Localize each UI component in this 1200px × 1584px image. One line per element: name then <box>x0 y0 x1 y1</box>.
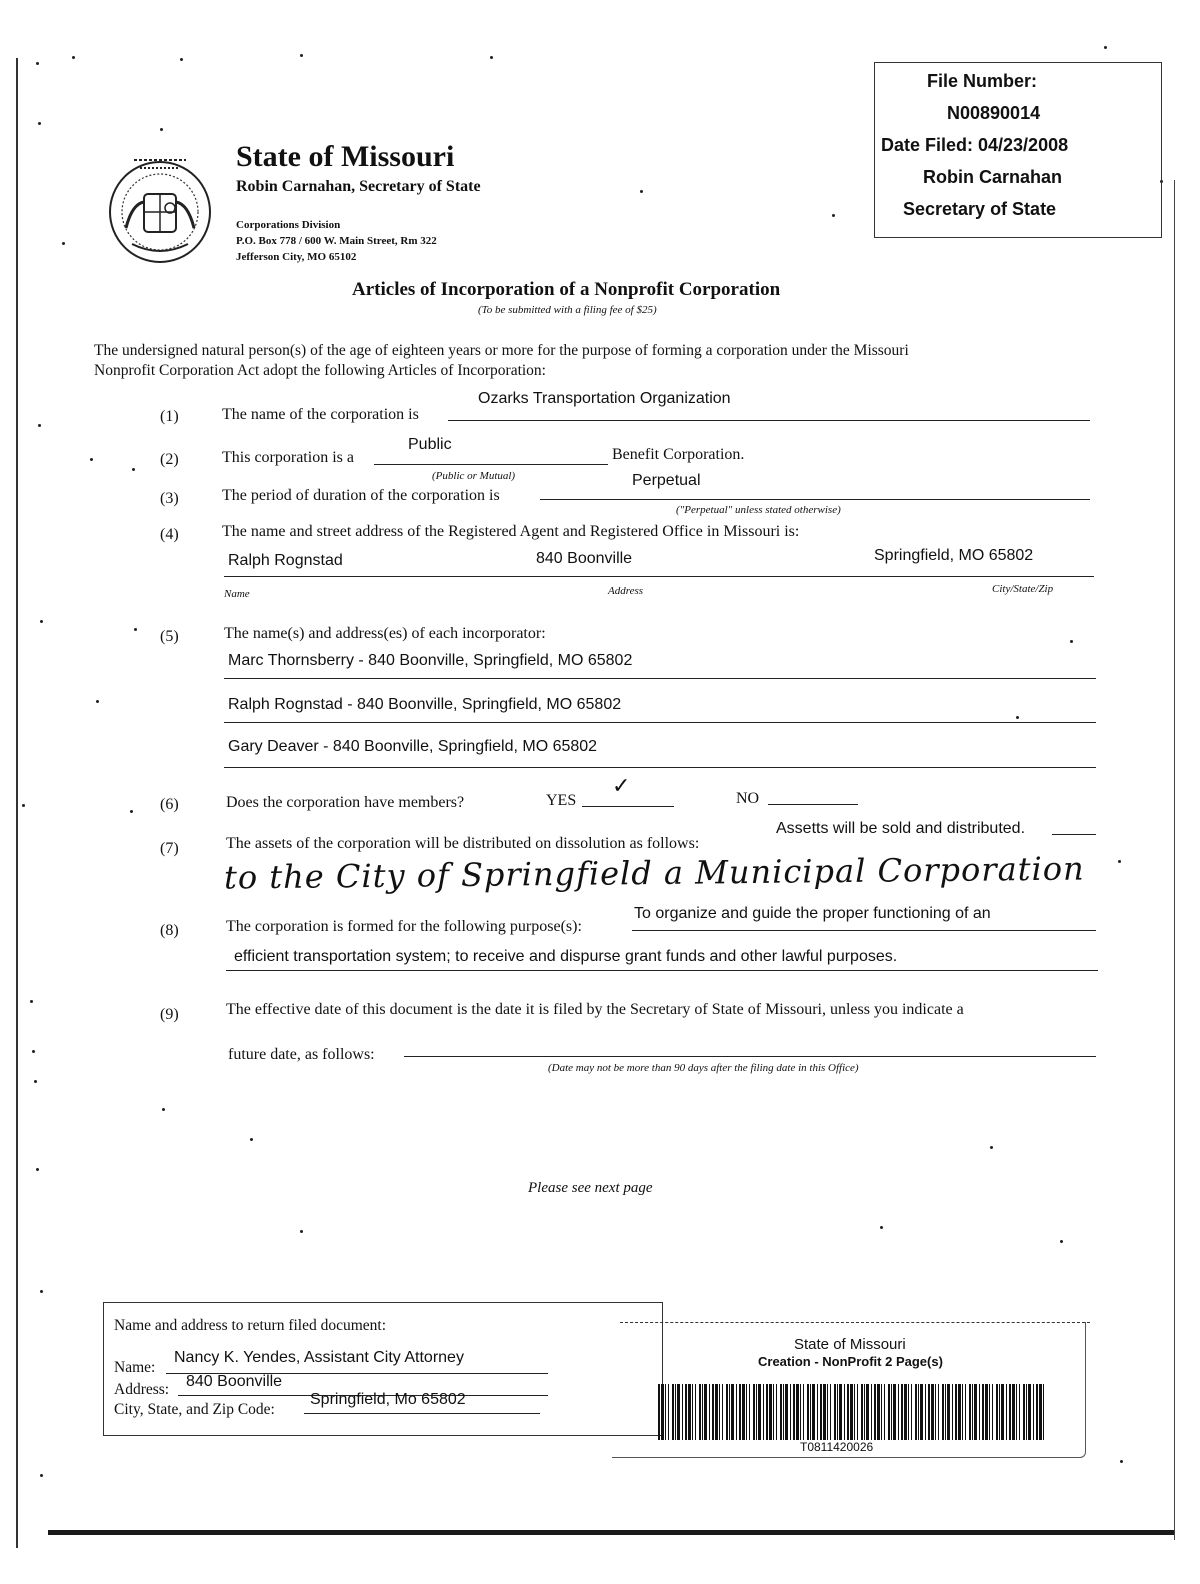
purpose-line-1 <box>632 930 1096 931</box>
item-4-caption-name: Name <box>224 588 250 600</box>
file-box-name: Robin Carnahan <box>923 167 1063 187</box>
scan-bottom-bar <box>48 1530 1174 1535</box>
item-1-number: (1) <box>160 408 179 425</box>
members-yes-line <box>582 806 674 807</box>
dissolution-handwritten[interactable]: to the City of Springfield a Municipal Corporation <box>223 849 1085 897</box>
item-2-line <box>374 464 608 465</box>
address-line-2: Jefferson City, MO 65102 <box>236 251 357 263</box>
division-name: Corporations Division <box>236 219 341 231</box>
return-name-label: Name: <box>114 1359 156 1376</box>
return-name-field[interactable]: Nancy K. Yendes, Assistant City Attorney <box>174 1349 464 1366</box>
members-yes-label: YES <box>546 792 577 809</box>
item-3-label: The period of duration of the corporation is <box>222 487 500 504</box>
purpose-field-line-1[interactable]: To organize and guide the proper functioning of an <box>634 905 991 922</box>
item-3-caption: ("Perpetual" unless stated otherwise) <box>676 504 841 516</box>
return-city-field[interactable]: Springfield, Mo 65802 <box>310 1391 466 1408</box>
item-2-suffix: Benefit Corporation. <box>612 446 745 463</box>
intro-line-1: The undersigned natural person(s) of the age of eighteen years or more for the purpose of forming a corporation under the Missouri <box>94 342 909 359</box>
agent-address-field[interactable]: 840 Boonville <box>536 550 633 567</box>
item-4-caption-city: City/State/Zip <box>992 583 1054 595</box>
scan-left-edge <box>16 58 18 1548</box>
item-9-label-line-1: The effective date of this document is the date it is filed by the Secretary of State of Missouri, unless you indicate a <box>226 1001 964 1018</box>
agent-city-field[interactable]: Springfield, MO 65802 <box>874 547 1034 564</box>
item-8-label: The corporation is formed for the following purpose(s): <box>226 918 582 935</box>
barcode-icon <box>658 1384 1046 1440</box>
item-5-number: (5) <box>160 628 179 645</box>
item-2-caption: (Public or Mutual) <box>432 470 516 482</box>
file-box-title: Secretary of State <box>903 199 1057 219</box>
incorporator-3-line <box>224 767 1096 768</box>
agent-name-field[interactable]: Ralph Rognstad <box>228 552 343 569</box>
intro-line-2: Nonprofit Corporation Act adopt the following Articles of Incorporation: <box>94 362 546 379</box>
item-5-label: The name(s) and address(es) of each incorporator: <box>224 625 546 642</box>
barcode-label <box>612 1322 1086 1458</box>
item-4-caption-address: Address <box>608 585 644 597</box>
scan-right-edge <box>1174 180 1175 1540</box>
return-address-field[interactable]: 840 Boonville <box>186 1373 283 1390</box>
members-yes-checkmark[interactable]: ✓ <box>612 774 631 799</box>
file-number: N00890014 <box>947 103 1041 123</box>
item-3-line <box>540 499 1090 500</box>
secretary-line: Robin Carnahan, Secretary of State <box>236 178 481 195</box>
dissolution-field[interactable]: Assetts will be sold and distributed. <box>776 820 1026 837</box>
date-filed: Date Filed: 04/23/2008 <box>881 135 1069 155</box>
item-9-caption: (Date may not be more than 90 days after the filing date in this Office) <box>548 1062 859 1074</box>
state-title: State of Missouri <box>236 140 455 173</box>
next-page-note: Please see next page <box>528 1180 653 1196</box>
form-subtitle: (To be submitted with a filing fee of $25) <box>478 304 657 316</box>
return-address-label: Address: <box>114 1381 170 1398</box>
file-number-label: File Number: <box>927 71 1038 91</box>
incorporator-1-line <box>224 678 1096 679</box>
item-4-line <box>224 576 1094 577</box>
item-9-number: (9) <box>160 1006 179 1023</box>
address-line-1: P.O. Box 778 / 600 W. Main Street, Rm 322 <box>236 235 437 247</box>
item-1-line <box>448 420 1090 421</box>
item-2-label: This corporation is a <box>222 449 354 466</box>
future-date-field[interactable] <box>404 1056 1096 1057</box>
item-4-label: The name and street address of the Registered Agent and Registered Office in Missouri is: <box>222 523 800 540</box>
item-8-number: (8) <box>160 922 179 939</box>
item-6-label: Does the corporation have members? <box>226 794 465 811</box>
barcode-line-2: Creation - NonProfit 2 Page(s) <box>758 1354 943 1369</box>
item-3-number: (3) <box>160 490 179 507</box>
item-7-line <box>1052 834 1096 835</box>
item-7-number: (7) <box>160 840 179 857</box>
item-1-label: The name of the corporation is <box>222 406 419 423</box>
members-no-label: NO <box>736 790 760 807</box>
file-number-box <box>874 62 1162 238</box>
benefit-type-field[interactable]: Public <box>408 436 452 453</box>
corporation-name-field[interactable]: Ozarks Transportation Organization <box>478 390 731 407</box>
incorporator-2-field[interactable]: Ralph Rognstad - 840 Boonville, Springfield, MO 65802 <box>228 696 622 713</box>
incorporator-1-field[interactable]: Marc Thornsberry - 840 Boonville, Springfield, MO 65802 <box>228 652 633 669</box>
incorporator-2-line <box>224 722 1096 723</box>
barcode-number: T0811420026 <box>800 1440 874 1454</box>
purpose-field-line-2[interactable]: efficient transportation system; to receive and dispurse grant funds and other lawful purposes. <box>234 948 898 965</box>
missouri-state-seal <box>104 148 216 270</box>
form-title: Articles of Incorporation of a Nonprofit Corporation <box>352 279 781 300</box>
item-9-label-line-2: future date, as follows: <box>228 1046 375 1063</box>
purpose-line-2 <box>226 970 1098 971</box>
incorporator-3-field[interactable]: Gary Deaver - 840 Boonville, Springfield, MO 65802 <box>228 738 598 755</box>
return-heading: Name and address to return filed document: <box>114 1317 387 1334</box>
return-city-label: City, State, and Zip Code: <box>114 1401 275 1418</box>
members-no-line[interactable] <box>768 804 858 805</box>
item-2-number: (2) <box>160 451 179 468</box>
return-address-box <box>103 1302 663 1436</box>
duration-field[interactable]: Perpetual <box>632 472 701 489</box>
item-7-label: The assets of the corporation will be distributed on dissolution as follows: <box>226 835 700 852</box>
item-6-number: (6) <box>160 796 179 813</box>
barcode-line-1: State of Missouri <box>794 1336 906 1353</box>
return-city-line <box>304 1413 540 1414</box>
item-4-number: (4) <box>160 526 179 543</box>
